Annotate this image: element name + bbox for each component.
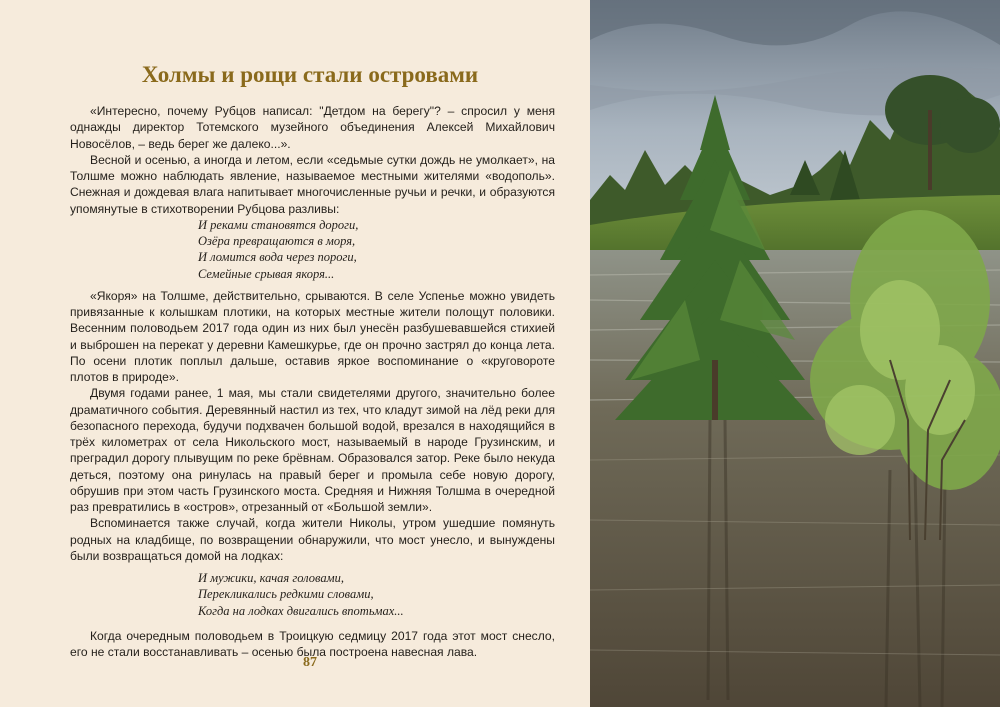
paragraph: Когда очередным половодьем в Троицкую седмицу 2017 года этот мост снесло, его не стали восстанавливать – осенью была построена навесная лава.: [70, 628, 555, 659]
verse-line: Озёра превращаются в моря,: [198, 234, 356, 248]
verse-line: И мужики, качая головами,: [198, 571, 344, 585]
poem-quote: [198, 570, 555, 619]
article-body: [70, 103, 555, 660]
verse-line: И ломится вода через пороги,: [198, 250, 357, 265]
paragraph: Весной и осенью, а иногда и летом, если «седьмые сутки дождь не умолкает», на Толшме можно наблюдать явление, называемое местными жителями «водополь». Снежная и дождевая влага напитывает многочисленные ручьи и речки, и образуются упомянутые в стихотворении Рубцова разливы:: [70, 152, 555, 216]
poem-quote: [198, 217, 555, 282]
paragraph: Вспоминается также случай, когда жители Николы, утром ушедшие помянуть родных на кладбище, по возвращении обнаружили, что мост унесло, и вынуждены были возвращаться домой на лодках:: [70, 516, 555, 563]
verse-line: Семейные срывая якоря...: [198, 266, 335, 281]
paragraph: «Якоря» на Толшме, действительно, срываются. В селе Успенье можно увидеть привязанные к колышкам плотики, на которых местные жители полощут половики. Весенним половодьем 2017 года один из них был унесён разбушевавшейся стихией и выброшен на перекат у деревни Камешкурье, где он прочно застрял до конца лета. По осени плотик поплыл дальше, оставив яркое воспоминание о «круговороте плотов в природе».: [70, 288, 555, 384]
verse-line: И реками становятся дороги,: [198, 217, 359, 232]
paragraph: «Интересно, почему Рубцов написал: "Детдом на берегу"? – спросил у меня однажды директор Тотемского музейного объединения Алексей Михайлович Новосёлов, – ведь берег же далеко...».: [70, 104, 555, 151]
verse-line: Перекликались редкими словами,: [198, 587, 374, 602]
chapter-title: Холмы и рощи стали островами: [141, 62, 479, 87]
verse-line: Когда на лодках двигались впотьмах...: [198, 603, 404, 618]
paragraph: Двумя годами ранее, 1 мая, мы стали свидетелями другого, значительно более драматичного события. Деревянный настил из тех, что кладут зимой на лёд реки для безопасного перехода, будучи подхвачен большой водой, врезался в находящийся в трёх километрах от села Никольского мост, называемый в народе Грузинским, и преградил дорогу плывущим по реке брёвнам. Образовался затор. Реке было некуда деться, поэтому она ринулась на правый берег и промыла себе новую дорогу, обрушив при этом часть Грузинского моста. Средняя и Нижняя Толшма в очередной раз превратились в «остров», отрезанный от «Большой земли».: [70, 386, 555, 514]
page-number: 87: [303, 655, 317, 670]
flooded-pine-trees-photo: [590, 0, 1000, 707]
